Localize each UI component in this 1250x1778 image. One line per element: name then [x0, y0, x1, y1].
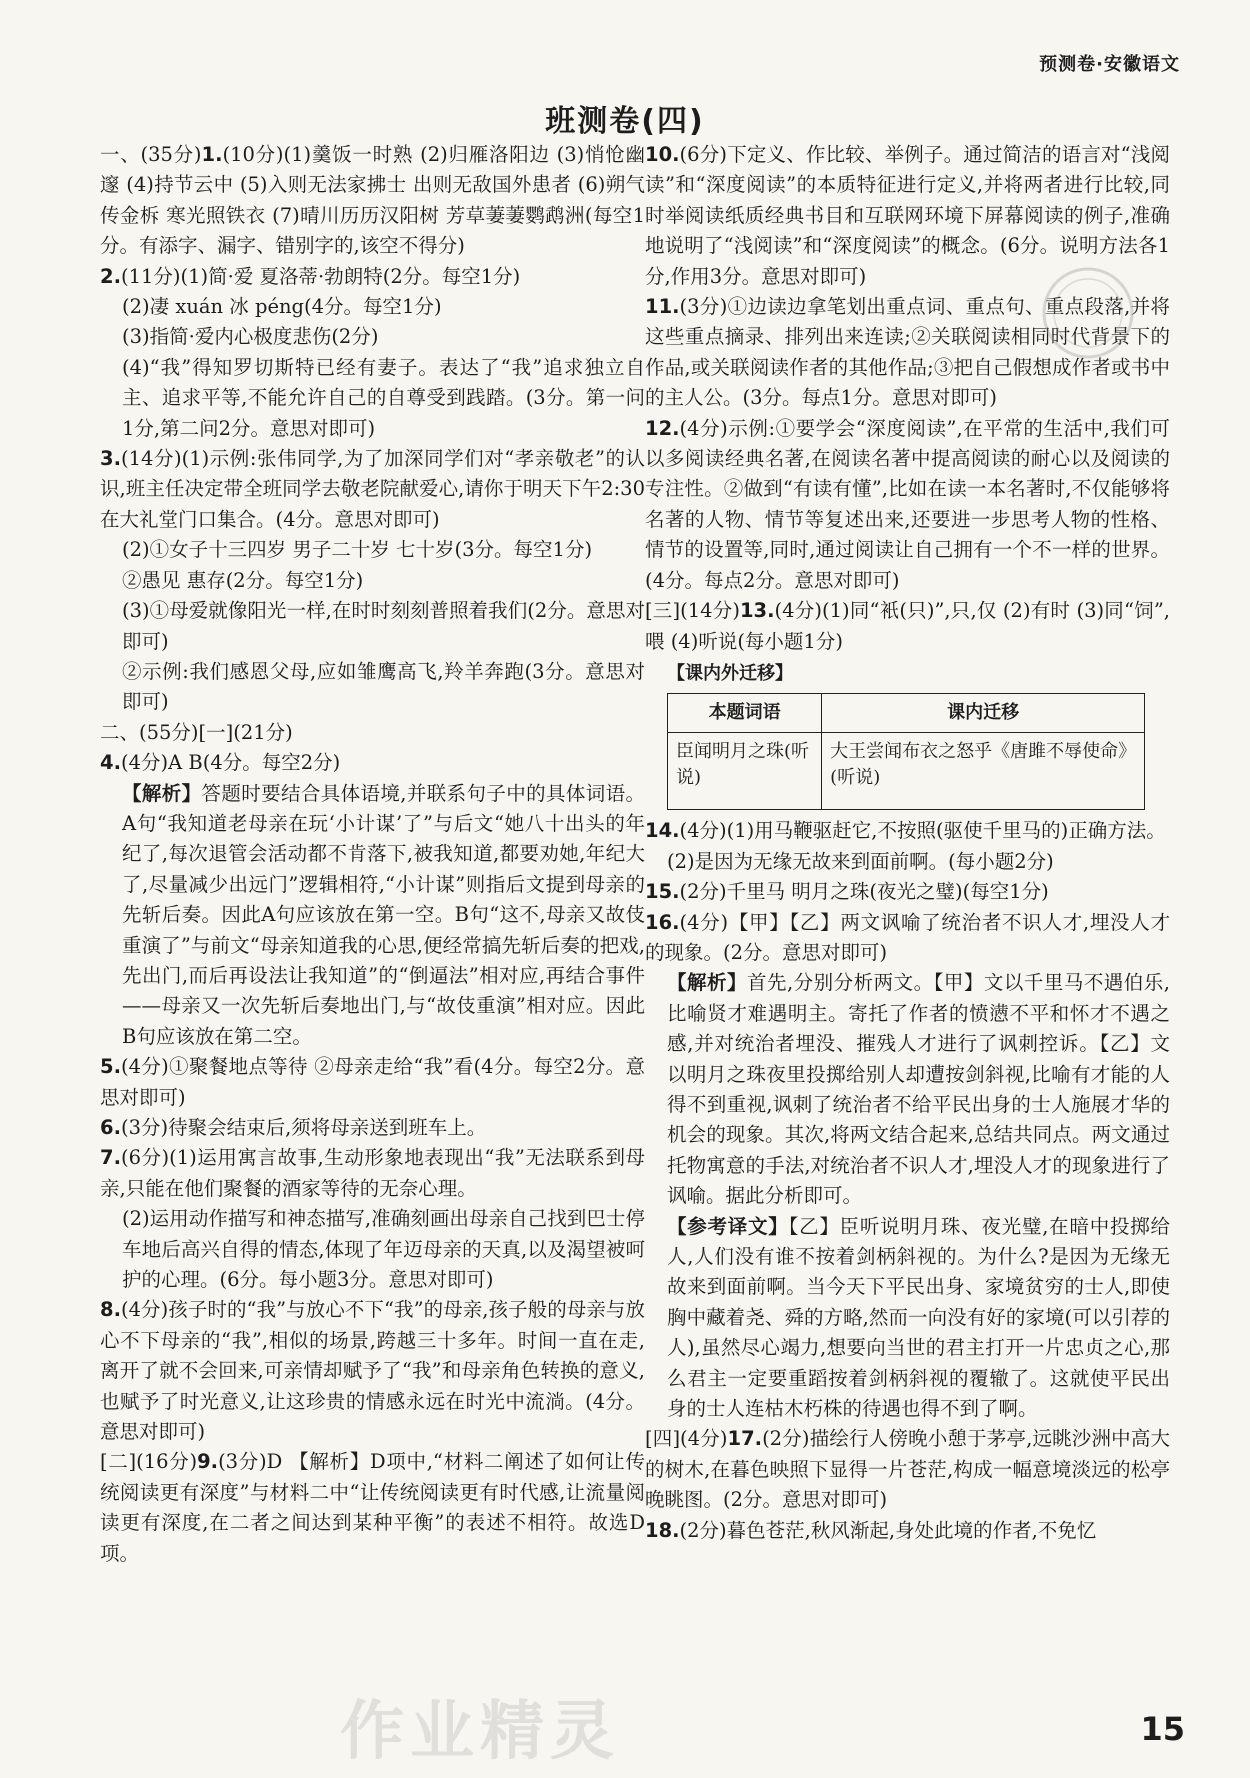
- answer-text: (2分)千里马 明月之珠(夜光之璧)(每空1分): [679, 880, 1049, 904]
- question-item: [100, 1113, 645, 1143]
- answer-text: (6分)(1)运用寓言故事,生动形象地表现出“我”无法联系到母亲,只能在他们聚餐的酒家等待的无奈心理。: [100, 1146, 645, 1200]
- question-item: [645, 596, 1170, 657]
- question-item: [100, 1447, 645, 1569]
- section-label: 一、(35分): [100, 143, 202, 166]
- analysis-text: 【乙】臣听说明月珠、夜光璧,在暗中投掷给人,人们没有谁不按着剑柄斜视的。为什么?是因为无缘无故来到面前啊。当今天下平民出身、家境贫穷的士人,即使胸中藏着尧、舜的方略,然而一向没有好的家境(可以引荐的人),虽然尽心竭力,想要向当世的君主打开一片忠贞之心,那么君主一定要重蹈按着剑柄斜视的覆辙了。这就使平民出身的士人连枯木朽株的待遇也得不到了啊。: [667, 1214, 1170, 1421]
- answer-subitem: (2)凄 xuán 冰 péng(4分。每空1分): [122, 295, 442, 319]
- analysis-text: 答题时要结合具体语境,并联系句子中的具体词语。A句“我知道老母亲在玩‘小计谋’了”与后文“她八十出头的年纪了,每次退管会活动都不肯落下,被我知道,都要劝她,年纪大了,尽量减少出远门”逻辑相符,“小计谋”则指后文提到母亲的先斩后奏。因此A句应该放在第一空。B句“这不,母亲又故伎重演了”与前文“母亲知道我的心思,便经常搞先斩后奏的把戏,先出门,而后再设法让我知道”的“倒逼法”相对应,再结合事件——母亲又一次先斩后奏地出门,与“故伎重演”相对应。因此B句应该放在第二空。: [122, 781, 645, 1048]
- question-item: [100, 748, 645, 778]
- answer-text: (3分)D 【解析】D项中,“材料二阐述了如何让传统阅读更有深度”与材料二中“让传统阅读更有时代感,让流量阅读更有深度,在二者之间达到某种平衡”的表述不相符。故选D项。: [100, 1450, 645, 1565]
- question-number: 3.: [100, 447, 121, 471]
- question-number: 6.: [100, 1116, 121, 1139]
- table-header: 课内迁移: [822, 694, 1145, 733]
- question-item: [645, 877, 1170, 907]
- answer-subitem: ②示例:我们感恩父母,应如雏鹰高飞,羚羊奔跑(3分。意思对即可): [122, 659, 645, 714]
- question-item: [645, 1516, 1170, 1546]
- question-number: 11.: [645, 295, 680, 319]
- answer-text: (4分)①聚餐地点等待 ②母亲走给“我”看(4分。每空2分。意思对即可): [100, 1055, 645, 1109]
- question-number: 13.: [739, 599, 775, 623]
- answer-text: (3分)待聚会结束后,须将母亲送到班车上。: [120, 1116, 487, 1139]
- analysis-block: [100, 779, 645, 1053]
- answer-text: (4分)(1)同“衹(只)”,只,仅 (2)有时 (3)同“饲”,喂 (4)听说(每小题1分): [645, 599, 1170, 653]
- question-item: [645, 1424, 1170, 1515]
- answer-subitem: (3)指简·爱内心极度悲伤(2分): [122, 325, 379, 349]
- answer-text: (4分)(1)用马鞭驱赶它,不按照(驱使千里马的)正确方法。: [679, 819, 1166, 843]
- section-label: [四](4分): [645, 1427, 728, 1451]
- question-item: [100, 140, 645, 262]
- answer-text: (2分)描绘行人傍晚小憩于茅亭,远眺沙洲中高大的树木,在暮色映照下显得一片苍茫,构成一幅意境淡远的松亭晚眺图。(2分。意思对即可): [645, 1427, 1170, 1512]
- question-item: [100, 1052, 645, 1113]
- question-item: [100, 444, 645, 535]
- answer-text: (4分)孩子时的“我”与放心不下“我”的母亲,孩子般的母亲与放心不下母亲的“我”,相似的场景,跨越三十多年。时间一直在走,离开了就不会回来,可亲情却赋予了“我”和母亲角色转换的意义,也赋予了时光意义,让这珍贵的情感永远在时光中流淌。(4分。意思对即可): [100, 1298, 645, 1444]
- analysis-label: 【参考译文】: [667, 1214, 789, 1238]
- question-number: 2.: [100, 264, 121, 288]
- question-number: 5.: [100, 1055, 121, 1079]
- answer-subitem: ②愚见 惠存(2分。每空1分): [122, 568, 364, 592]
- page-header: 预测卷·安徽语文: [1039, 54, 1180, 75]
- answer-subitem: (3)①母爱就像阳光一样,在时时刻刻普照着我们(2分。意思对即可): [122, 599, 645, 653]
- answer-subitem: (4)“我”得知罗切斯特已经有妻子。表达了“我”追求独立自主、追求平等,不能允许自己的自尊受到践踏。(3分。第一问1分,第二问2分。意思对即可): [122, 355, 645, 440]
- answer-text: (10分)(1)羹饭一时熟 (2)归雁洛阳边 (3)悄怆幽邃 (4)持节云中 (5)入则无法家拂士 出则无敌国外患者 (6)朔气传金柝 寒光照铁衣 (7)晴川历历汉阳树 芳草萋萋鹦鹉洲(每空1分。有添字、漏字、错别字的,该空不得分): [100, 143, 646, 258]
- question-number: 12.: [645, 416, 680, 440]
- question-number: 1.: [201, 143, 223, 166]
- left-column: [100, 140, 645, 1569]
- migrate-table: [667, 693, 1145, 810]
- question-number: 4.: [100, 751, 121, 775]
- answer-subitem: (2)①女子十三四岁 男子二十岁 七十岁(3分。每空1分): [122, 538, 593, 562]
- question-item: [100, 262, 645, 292]
- question-item: [645, 816, 1170, 846]
- question-number: 10.: [645, 143, 680, 166]
- question-number: 9.: [197, 1450, 219, 1474]
- answer-text: (4分)示例:①要学会“深度阅读”,在平常的生活中,我们可以多阅读经典名著,在阅读名著中提高阅读的耐心以及阅读的专注性。②做到“有读有懂”,比如在读一本名著时,不仅能够将名著的人物、情节等复述出来,还要进一步思考人物的性格、情节的设置等,同时,通过阅读让自己拥有一个不一样的世界。(4分。每点2分。意思对即可): [645, 416, 1170, 592]
- section-label: [三](14分): [645, 599, 740, 623]
- question-number: 18.: [645, 1518, 680, 1542]
- analysis-block: [645, 1212, 1170, 1425]
- section-heading: 二、(55分)[一](21分): [100, 720, 293, 744]
- question-number: 17.: [727, 1427, 763, 1451]
- question-item: [645, 414, 1170, 596]
- answer-text: (4分)A B(4分。每空2分): [120, 751, 341, 775]
- answer-subitem: (2)运用动作描写和神态描写,准确刻画出母亲自己找到巴士停车地后高兴自得的情态,体现了年迈母亲的天真,以及渴望被呵护的心理。(6分。每小题3分。意思对即可): [122, 1207, 645, 1292]
- question-number: 16.: [645, 910, 680, 934]
- migrate-box-label: 【课内外迁移】: [667, 662, 793, 684]
- answer-text: (3分)①边读边拿笔划出重点词、重点句、重点段落,并将这些重点摘录、排列出来连读;②关联阅读相同时代背景下的作品,或关联阅读作者的其他作品;③把自己假想成作者或书中的主人公。(3分。每点1分。意思对即可): [645, 295, 1170, 410]
- table-header: 本题词语: [668, 694, 822, 733]
- question-number: 14.: [645, 819, 680, 843]
- answer-subitem: (2)是因为无缘无故来到面前啊。(每小题2分): [667, 849, 1054, 873]
- page-title: 班测卷(四): [545, 104, 705, 139]
- answer-text: (2分)暮色苍茫,秋风渐起,身处此境的作者,不免忆: [679, 1518, 1097, 1542]
- analysis-label: 【解析】: [667, 971, 747, 995]
- question-item: [645, 908, 1170, 969]
- section-label: [二](16分): [100, 1450, 198, 1474]
- table-cell: 臣闻明月之珠(听说): [668, 733, 822, 810]
- question-item: [100, 1295, 645, 1447]
- question-item: [100, 1143, 645, 1204]
- analysis-text: 首先,分别分析两文。【甲】文以千里马不遇伯乐,比喻贤才难遇明主。寄托了作者的愤懑不平和怀才不遇之感,并对统治者埋没、摧残人才进行了讽刺控诉。【乙】文以明月之珠夜里投掷给别人却遭按剑斜视,比喻有才能的人得不到重视,讽刺了统治者不给平民出身的士人施展才华的机会的现象。其次,将两文结合起来,总结共同点。两文通过托物寓意的手法,对统治者不识人才,埋没人才的现象进行了讽喻。据此分析即可。: [667, 971, 1170, 1208]
- answer-text: (6分)下定义、作比较、举例子。通过简洁的语言对“浅阅读”和“深度阅读”的本质特征进行定义,并将两者进行比较,同时举阅读纸质经典书目和互联网环境下屏幕阅读的例子,准确地说明了“浅阅读”和“深度阅读”的概念。(6分。说明方法各1分,作用3分。意思对即可): [645, 143, 1170, 288]
- answer-text: (11分)(1)简·爱 夏洛蒂·勃朗特(2分。每空1分): [120, 264, 521, 288]
- table-row: [668, 733, 1145, 810]
- page-number: 15: [1140, 1710, 1185, 1748]
- answer-text: (4分)【甲】【乙】两文讽喻了统治者不识人才,埋没人才的现象。(2分。意思对即可): [645, 910, 1170, 964]
- table-cell: 大王尝闻布衣之怒乎《唐雎不辱使命》(听说): [822, 733, 1145, 810]
- analysis-block: [645, 968, 1170, 1211]
- answer-text: (14分)(1)示例:张伟同学,为了加深同学们对“孝亲敬老”的认识,班主任决定带全班同学去敬老院献爱心,请你于明天下午2:30在大礼堂门口集合。(4分。意思对即可): [100, 447, 645, 531]
- question-number: 8.: [100, 1298, 121, 1322]
- question-number: 7.: [100, 1146, 121, 1170]
- question-number: 15.: [645, 880, 680, 904]
- stamp-seal-icon: [1040, 265, 1136, 361]
- analysis-label: 【解析】: [122, 781, 202, 805]
- watermark: 作业精灵: [340, 1695, 620, 1769]
